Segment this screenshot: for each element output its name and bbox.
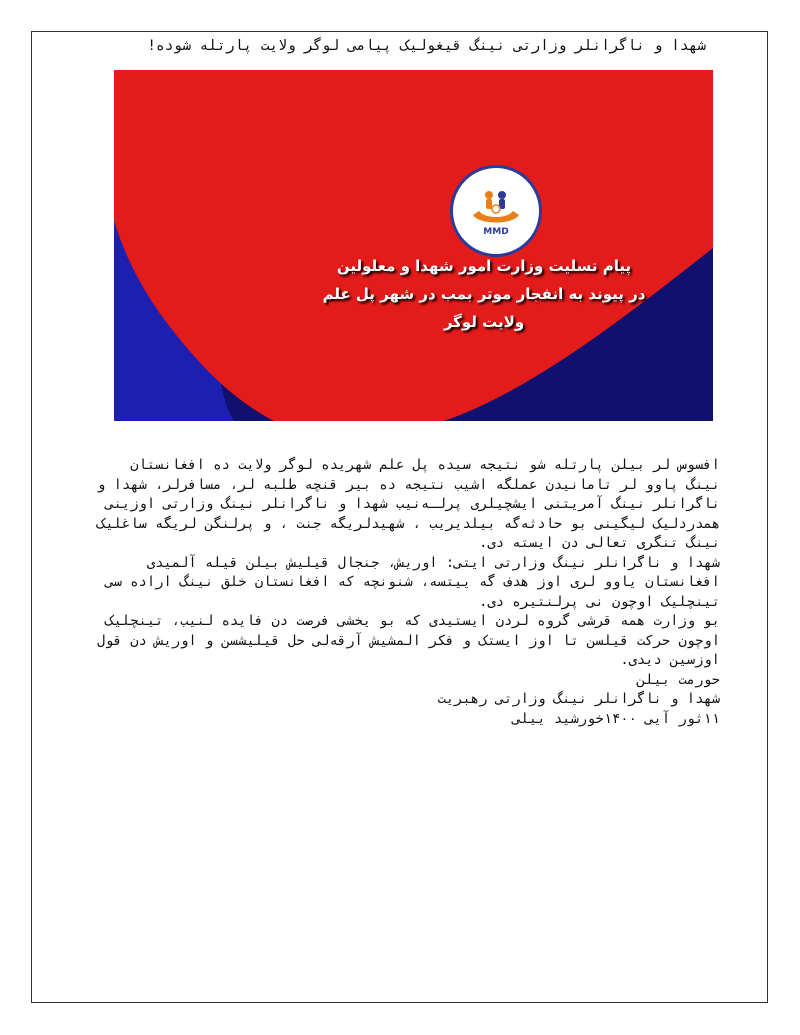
signature-office: شهدا و ناگرانلر نینگ وزارتی رهبریت	[437, 691, 720, 707]
banner-background	[114, 70, 713, 421]
banner-line: ولایت لوگر	[443, 313, 525, 331]
condolence-banner	[114, 70, 713, 421]
signature-closing: حورمت بیلن	[636, 671, 720, 688]
banner-line: پیام تسلیت وزارت امور شهدا و معلولین	[336, 257, 632, 275]
document-title: شهدا و ناگرانلر وزارتی نینگ قیغولیک پیامی لوگر ولایت پارتله شوده!	[147, 38, 706, 54]
signature-date: ۱۱ثور آیی ۱۴۰۰خورشید ییلی	[512, 710, 720, 727]
banner-line: در پیوند به انفجار موتر بمب در شهر پل علم	[322, 285, 646, 303]
ministry-logo	[450, 165, 542, 257]
family-hands-icon	[469, 185, 523, 225]
paragraph: شهدا و ناگرانلر نینگ وزارتی ایتی: اوریش، جنجال قیلیش بیلن قیله آلمیدی افغانستان یاوو لری اوز هدف گه ییتسه، شنونچه که افغانستان خلق نینگ اراده سی تینچلیک اوچون نی پرلنتیره دی.	[105, 554, 720, 610]
paragraph: بو وزارت همه قرشی گروه لردن ایستیدی که بو یخشی فرصت دن فایده لنیب، تینچلیک اوچون حرکت قیلسن تا اوز ایستک و فکر المشیش آرقه‌لی حل قیلیشسن و اوریش دن قول اوزسین دیدی.	[97, 613, 720, 668]
logo-label: MMD	[483, 227, 509, 237]
paragraph: افسوس لر بیلن پارتله شو نتیجه سیده پل علم شهریده لوگر ولایت ده افغانستان نینگ پاوو لر تامانیدن عملگه اشیب نتیجه ده بیر قنچه طلبه لر، مسافرلر، شهدا و ناگرانلر نینگ آمریتنی ایشچیلری پرلـه‌نیب شهدا و ناگرانلر نینگ وزارتی اوزینی همدردلیک لیگینی بو حادثه‌گه بیلدیریب ، شهیدلریگه جنت ، و پرلنگن لریگه ساغلیک نینگ تنگری تعالی دن ایسته دی.	[97, 457, 720, 551]
document-body	[92, 456, 720, 729]
banner-message	[304, 252, 664, 336]
